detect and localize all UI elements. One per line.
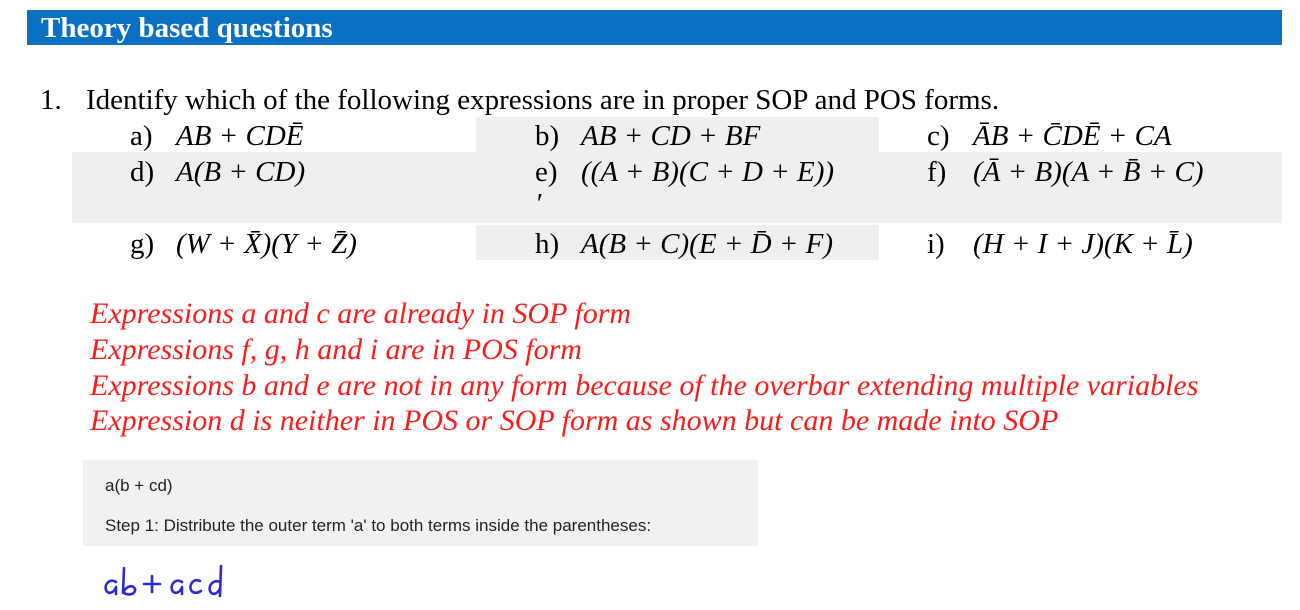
expression-value: (W + X̄)(Y + Z̄) — [176, 228, 357, 260]
expression-value: AB + CDĒ — [176, 120, 304, 152]
expression-value: A(B + C)(E + D̄ + F) — [581, 228, 833, 260]
expression-h — [535, 228, 833, 260]
expression-label: i) — [927, 228, 945, 260]
section-header — [27, 10, 1282, 45]
step-text: Step 1: Distribute the outer term 'a' to both terms inside the parentheses: — [105, 516, 652, 535]
expression-label: h) — [535, 228, 560, 260]
expression-g — [130, 228, 357, 260]
expression-d — [130, 156, 305, 188]
question-text: Identify which of the following expressions are in proper SOP and POS forms. — [86, 84, 1000, 116]
expression-f — [927, 156, 1204, 188]
expression-i — [927, 228, 1193, 260]
expression-value: ĀB + C̄DĒ + CA — [973, 120, 1172, 152]
expression-label: g) — [130, 228, 155, 260]
expression-text: a(b + cd) — [105, 476, 173, 495]
expression-label: a) — [130, 120, 153, 152]
answer-line-2: Expressions f, g, h and i are in POS form — [90, 333, 582, 366]
expression-e — [535, 156, 835, 220]
expression-label: d) — [130, 156, 155, 188]
expression-c — [927, 120, 1172, 152]
answer-line-4: Expression d is neither in POS or SOP form as shown but can be made into SOP — [90, 404, 1059, 437]
expression-label: f) — [927, 156, 947, 188]
expression-label: e) — [535, 156, 558, 188]
question-number: 1. — [40, 84, 62, 116]
expression-label: b) — [535, 120, 560, 152]
expression-value: (H + I + J)(K + L̄) — [973, 228, 1193, 260]
answer-line-1: Expressions a and c are already in SOP form — [90, 297, 632, 330]
expression-b — [535, 120, 760, 152]
expression-a — [130, 120, 304, 152]
expression-label: c) — [927, 120, 950, 152]
expression-value: (Ā + B)(A + B̄ + C) — [973, 156, 1204, 188]
expression-value: ((A + B)(C + D + E))′ — [535, 156, 835, 220]
explanation-box — [83, 460, 758, 546]
section-title: Theory based questions — [41, 12, 333, 44]
handwritten-annotation — [100, 560, 260, 605]
expression-value: AB + CD + BF — [581, 120, 761, 152]
expression-value: A(B + CD) — [176, 156, 306, 188]
question-1 — [40, 83, 999, 117]
answer-line-3: Expressions b and e are not in any form because of the overbar extending multiple variables — [90, 369, 1199, 402]
